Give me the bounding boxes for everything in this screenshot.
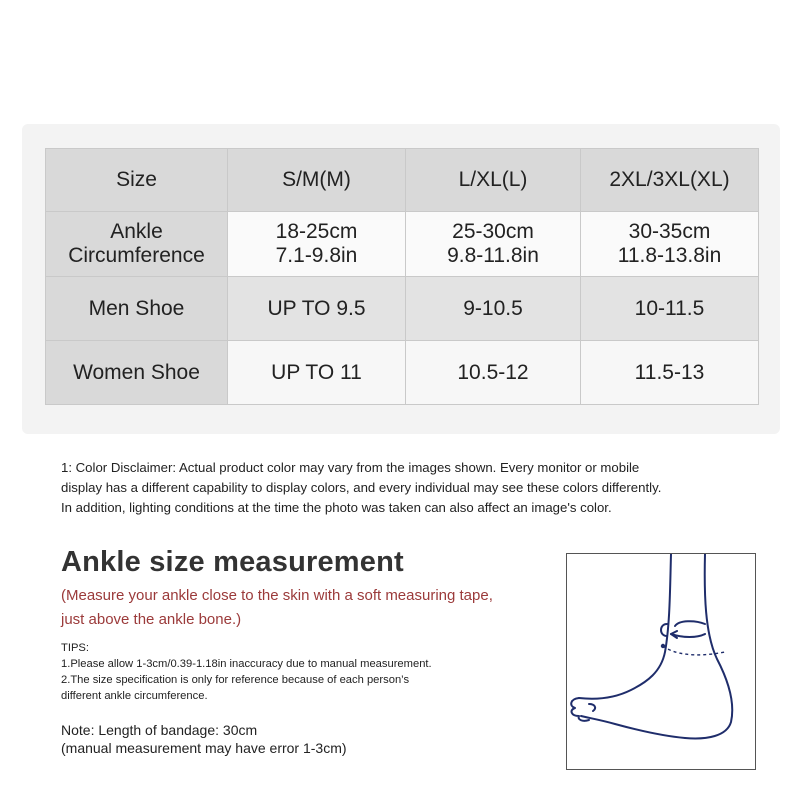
toe-detail [589, 704, 595, 711]
color-disclaimer [61, 458, 761, 518]
header-lxl: L/XL(L) [406, 149, 581, 212]
size-table [45, 148, 759, 405]
table-cell: 9-10.5 [406, 277, 581, 341]
tape-top [675, 621, 705, 626]
table-row [46, 212, 759, 277]
row-label-line: Ankle [110, 220, 163, 243]
table-cell [581, 212, 759, 277]
note-line: (manual measurement may have error 1-3cm) [61, 740, 347, 756]
header-size: Size [46, 149, 228, 212]
bandage-note [61, 721, 511, 757]
ankle-dashed-line [663, 646, 725, 655]
ankle-bone-dot [661, 644, 665, 648]
tip-line: different ankle circumference. [61, 690, 208, 702]
header-2xl3xl: 2XL/3XL(XL) [581, 149, 759, 212]
cell-line: 25-30cm [452, 220, 534, 243]
table-cell: UP TO 9.5 [228, 277, 406, 341]
instruction-line: (Measure your ankle close to the skin with a soft measuring tape, [61, 587, 493, 604]
row-label-men-shoe: Men Shoe [46, 277, 228, 341]
table-row [46, 277, 759, 341]
leg-front-line [579, 554, 671, 699]
table-cell [228, 212, 406, 277]
table-cell: 11.5-13 [581, 341, 759, 405]
instruction-line: just above the ankle bone.) [61, 611, 242, 628]
table-cell: UP TO 11 [228, 341, 406, 405]
cell-line: 11.8-13.8in [617, 244, 722, 267]
tips-title: TIPS: [61, 642, 89, 654]
tips-block [61, 640, 511, 704]
cell-line: 30-35cm [628, 220, 711, 243]
foot-measurement-figure [566, 553, 756, 770]
table-cell: 10.5-12 [406, 341, 581, 405]
note-line: Note: Length of bandage: 30cm [61, 722, 258, 738]
table-header-row [46, 149, 759, 212]
cell-line: 9.8-11.8in [447, 244, 539, 267]
row-label-women-shoe: Women Shoe [46, 341, 228, 405]
disclaimer-line: 1: Color Disclaimer: Actual product color may vary from the images shown. Every monitor or mobile [61, 460, 640, 475]
header-sm: S/M(M) [228, 149, 406, 212]
row-label-line: Circumference [68, 244, 205, 267]
measure-instruction [61, 584, 541, 632]
cell-line: 7.1-9.8in [275, 244, 358, 267]
leg-back-line [685, 554, 732, 738]
table-cell: 10-11.5 [581, 277, 759, 341]
foot-icon [567, 554, 755, 769]
tip-line: 1.Please allow 1-3cm/0.39-1.18in inaccuracy due to manual measurement. [61, 658, 432, 670]
table-row [46, 341, 759, 405]
section-title: Ankle size measurement [61, 546, 404, 578]
cell-line: 18-25cm [275, 220, 358, 243]
tape-curl [661, 624, 667, 636]
foot-sole-line [581, 716, 685, 738]
disclaimer-line: display has a different capability to display colors, and every individual may see these colors differently. [61, 480, 662, 495]
table-cell [406, 212, 581, 277]
tip-line: 2.The size specification is only for reference because of each person’s [61, 674, 410, 686]
disclaimer-line: In addition, lighting conditions at the time the photo was taken can also affect an image's color. [61, 500, 612, 515]
row-label-ankle [46, 212, 228, 277]
